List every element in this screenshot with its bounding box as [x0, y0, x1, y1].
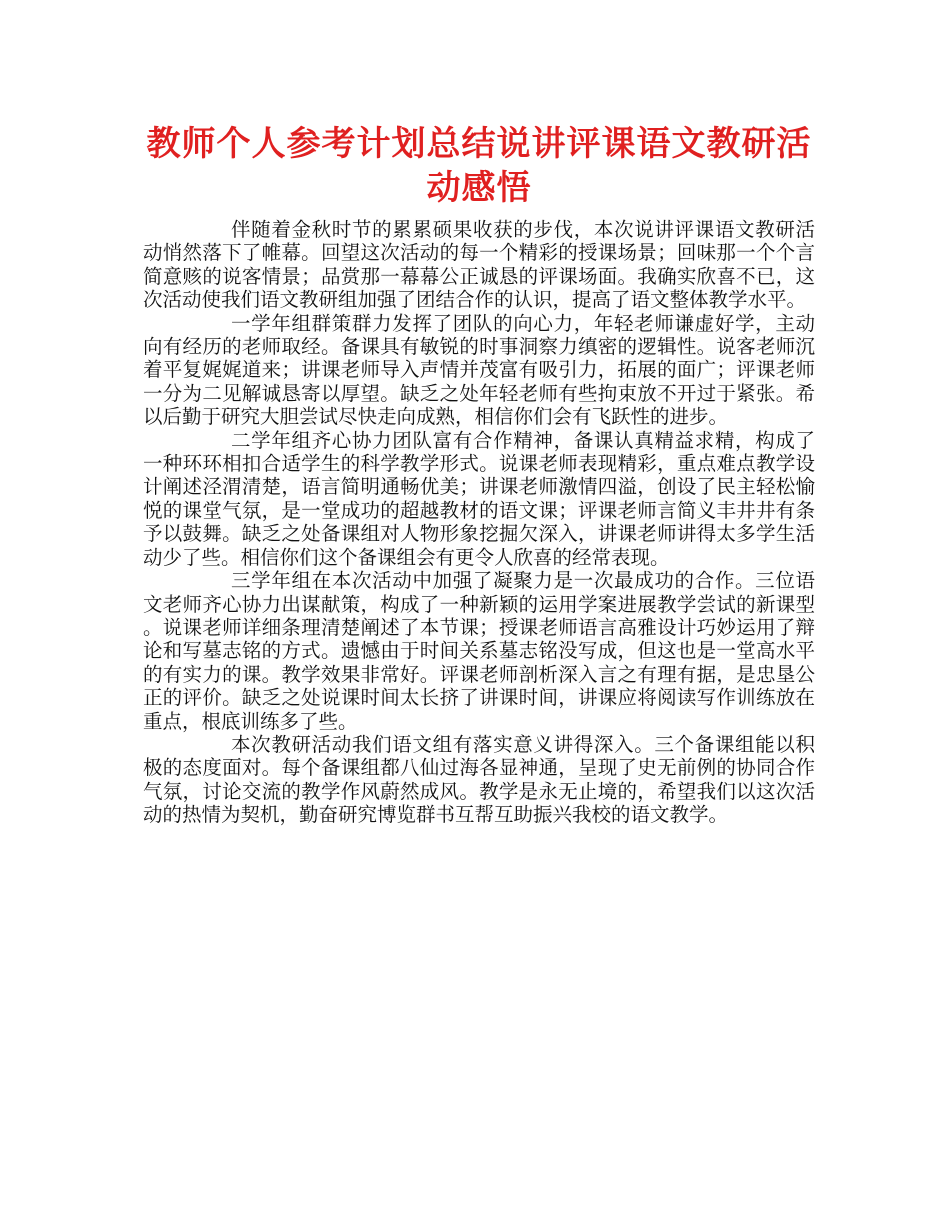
document-page — [143, 122, 815, 827]
body-paragraph-1: 伴随着金秋时节的累累硕果收获的步伐，本次说讲评课语文教研活动悄然落下了帷幕。回望这次活动的每一个精彩的授课场景；回味那一个个言简意赅的说客情景；品赏那一幕幕公正诚恳的评课场面。我确实欣喜不已，这次活动使我们语文教研组加强了团结合作的认识，提高了语文整体教学水平。 — [143, 218, 815, 312]
body-paragraph-4: 三学年组在本次活动中加强了凝聚力是一次最成功的合作。三位语文老师齐心协力出谋献策，构成了一种新颖的运用学案进展教学尝试的新课型。说课老师详细条理清楚阐述了本节课；授课老师语言高雅设计巧妙运用了辩论和写墓志铭的方式。遗憾由于时间关系墓志铭没写成，但这也是一堂高水平的有实力的课。教学效果非常好。评课老师剖析深入言之有理有据，是忠垦公正的评价。缺乏之处说课时间太长挤了讲课时间，讲课应将阅读写作训练放在重点，根底训练多了些。 — [143, 569, 815, 733]
body-paragraph-5: 本次教研活动我们语文组有落实意义讲得深入。三个备课组能以积极的态度面对。每个备课组都八仙过海各显神通，呈现了史无前例的协同合作气氛，讨论交流的教学作风蔚然成风。教学是永无止境的，希望我们以这次活动的热情为契机，勤奋研究博览群书互帮互助振兴我校的语文教学。 — [143, 732, 815, 827]
document-title: 教师个人参考计划总结说讲评课语文教研活动感悟 — [146, 124, 812, 208]
body-paragraph-3: 二学年组齐心协力团队富有合作精神，备课认真精益求精，构成了一种环环相扣合适学生的科学教学形式。说课老师表现精彩，重点难点教学设计阐述泾渭清楚，语言简明通畅优美；讲课老师激情四溢，创设了民主轻松愉悦的课堂气氛，是一堂成功的超越教材的语文课；评课老师言简义丰井井有条予以鼓舞。缺乏之处备课组对人物形象挖掘欠深入，讲课老师讲得太多学生活动少了些。相信你们这个备课组会有更令人欣喜的经常表现。 — [143, 428, 815, 569]
body-paragraph-2: 一学年组群策群力发挥了团队的向心力，年轻老师谦虚好学，主动向有经历的老师取经。备课具有敏锐的时事洞察力缜密的逻辑性。说客老师沉着平复娓娓道来；讲课老师导入声情并茂富有吸引力，拓展的面广；评课老师一分为二见解诚恳寄以厚望。缺乏之处年轻老师有些拘束放不开过于紧张。希以后勤于研究大胆尝试尽快走向成熟，相信你们会有飞跃性的进步。 — [143, 311, 815, 429]
document-body — [143, 218, 815, 827]
